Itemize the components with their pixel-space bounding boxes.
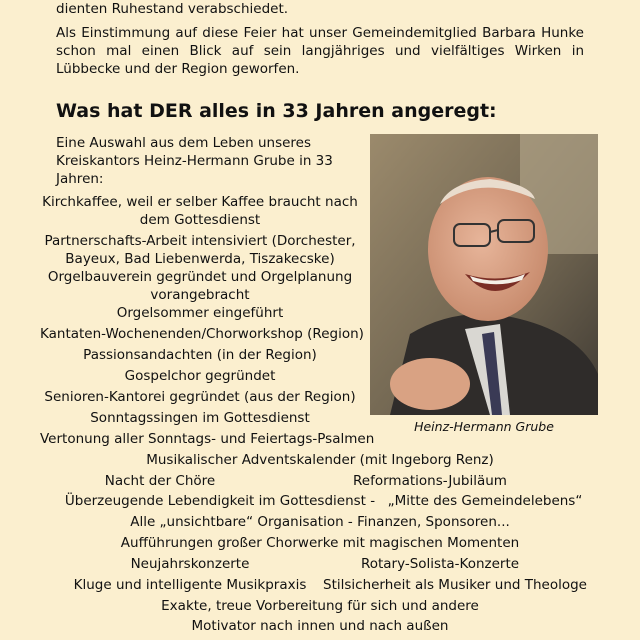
list-item xyxy=(310,576,600,594)
subheading-text: Eine Auswahl aus dem Leben unseres Kreiskantors Heinz-Hermann Grube in 33 Jahren: xyxy=(56,135,333,187)
list-item-text: Musikalischer Adventskalender (mit Ingeborg Renz) xyxy=(146,452,494,468)
portrait-image xyxy=(370,134,598,415)
list-item xyxy=(40,409,360,427)
list-item-text: Kluge und intelligente Musikpraxis xyxy=(73,577,307,593)
list-item xyxy=(120,597,520,615)
list-item-text: Alle „unsichtbare“ Organisation - Finanzen, Sponsoren... xyxy=(130,514,510,530)
list-item-text: Senioren-Kantorei gegründet (aus der Region) xyxy=(44,389,356,405)
list-item xyxy=(40,346,360,364)
intro-paragraph-text: Als Einstimmung auf diese Feier hat unser Gemeindemitglied Barbara Hunke schon mal einen Blick auf sein langjähriges und vielfältiges Wirken in Lübbecke und der Region geworfen. xyxy=(56,25,584,77)
list-item-text: Vertonung aller Sonntags- und Feiertags-Psalmen xyxy=(40,431,375,447)
list-item xyxy=(120,617,520,635)
list-item xyxy=(60,472,260,490)
list-item xyxy=(40,232,360,268)
list-item-text: Orgelsommer eingeführt xyxy=(116,305,284,321)
photo-caption: Heinz-Hermann Grube xyxy=(414,419,554,434)
list-item xyxy=(330,555,550,573)
list-item-text: Kantaten-Wochenenden/Chorworkshop (Region) xyxy=(40,326,364,342)
intro-paragraph xyxy=(56,24,584,78)
list-item xyxy=(90,555,290,573)
list-item xyxy=(40,193,360,229)
list-item xyxy=(330,472,530,490)
list-item xyxy=(40,388,360,406)
list-item xyxy=(60,576,320,594)
list-item xyxy=(60,492,380,510)
list-item-text: Reformations-Jubiläum xyxy=(353,473,507,489)
list-item-text: Passionsandachten (in der Region) xyxy=(83,347,317,363)
intro-line-text: dienten Ruhestand verabschiedet. xyxy=(56,1,289,17)
list-item-text: „Mitte des Gemeindelebens“ xyxy=(387,493,583,509)
list-item xyxy=(40,325,364,343)
list-item-text: Rotary-Solista-Konzerte xyxy=(360,556,520,572)
list-item xyxy=(40,367,360,385)
list-item-text: Nacht der Chöre xyxy=(104,473,216,489)
list-item-text: Exakte, treue Vorbereitung für sich und andere xyxy=(161,598,479,614)
list-item-text: Stilsicherheit als Musiker und Theologe xyxy=(323,577,587,593)
section-heading: Was hat DER alles in 33 Jahren angeregt: xyxy=(56,100,497,122)
list-item-text: Gospelchor gegründet xyxy=(124,368,276,384)
intro-line xyxy=(56,0,584,18)
list-item-text: Neujahrskonzerte xyxy=(130,556,250,572)
list-item-text: Aufführungen großer Chorwerke mit magischen Momenten xyxy=(120,535,520,551)
list-item xyxy=(40,304,360,322)
list-item-text: Motivator nach innen und nach außen xyxy=(191,618,449,634)
section-subheading xyxy=(56,134,356,188)
list-item-text: Sonntagssingen im Gottesdienst xyxy=(90,410,310,426)
list-item-text: Überzeugende Lebendigkeit im Gottesdienst - xyxy=(64,493,376,509)
portrait-photo xyxy=(370,134,598,415)
list-item xyxy=(375,492,595,510)
list-item xyxy=(120,451,520,469)
list-item xyxy=(40,430,375,448)
list-item xyxy=(120,534,520,552)
list-item-text: Orgelbauverein gegründet und Orgelplanung vorangebracht xyxy=(47,269,353,303)
list-item xyxy=(40,268,360,304)
list-item-text: Kirchkaffee, weil er selber Kaffee braucht nach dem Gottesdienst xyxy=(42,194,358,228)
list-item xyxy=(120,513,520,531)
list-item-text: Partnerschafts-Arbeit intensiviert (Dorchester, Bayeux, Bad Liebenwerda, Tiszakecske) xyxy=(44,233,356,267)
